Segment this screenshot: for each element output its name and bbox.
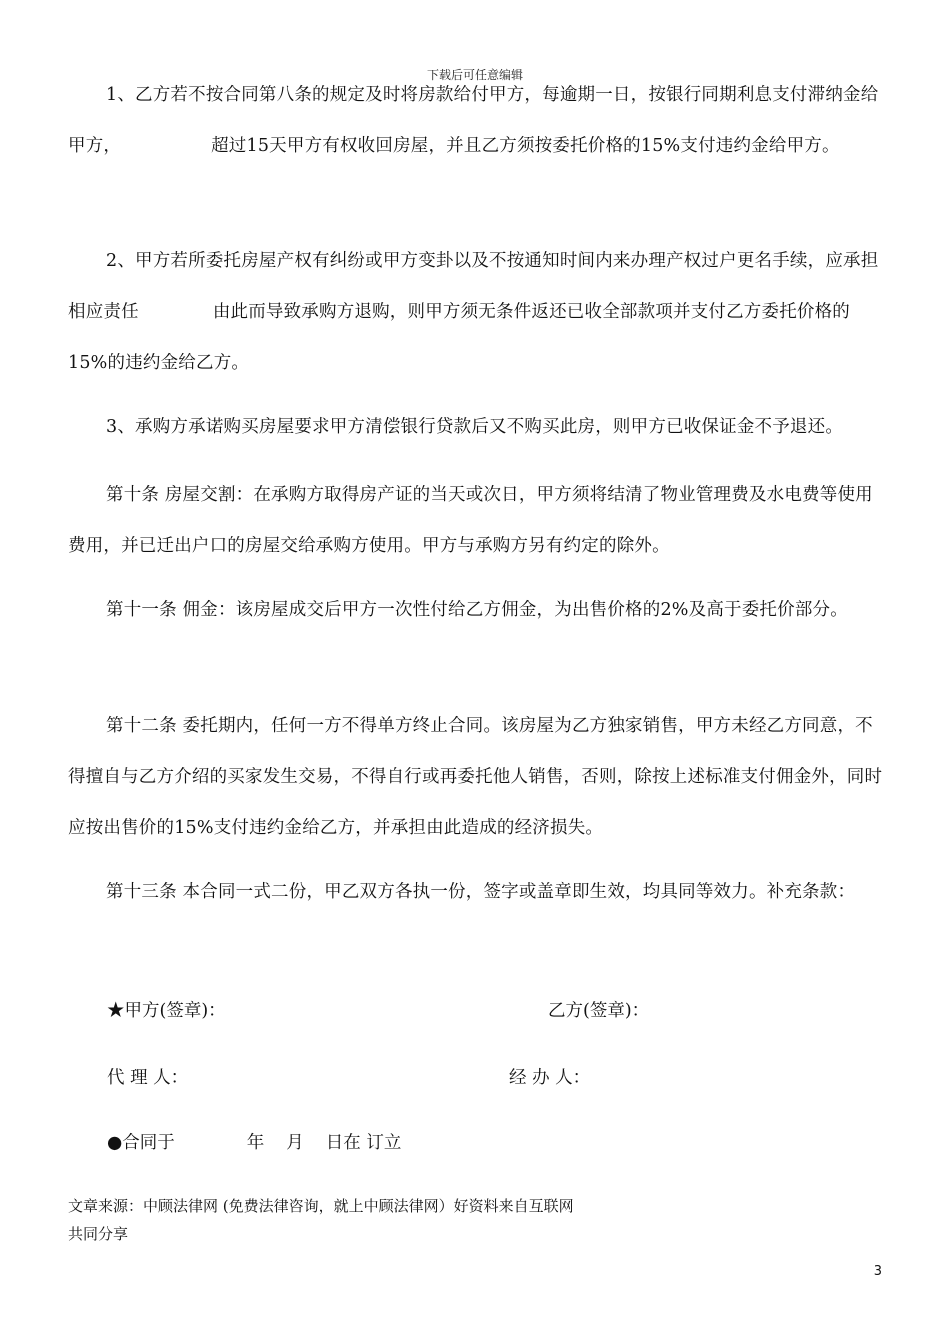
date-prefix: ●合同于 <box>107 1133 175 1153</box>
article-12: 第十二条 委托期内，任何一方不得单方终止合同。该房屋为乙方独家销售，甲方未经乙方同意，不得擅自与乙方介绍的买家发生交易，不得自行或再委托他人销售，否则，除按上述标准支付佣金外，同时应按出售价的15%支付违约金给乙方，并承担由此造成的经济损失。 <box>68 716 883 838</box>
clause-2-part-a: 2、甲方若所委托房屋产权有纠纷或甲方变卦以及不按通知时间内来办理产权过户更名手续，应承担相应责任 <box>68 251 879 322</box>
contract-date-line <box>107 1129 401 1154</box>
clause-2-part-b: 由此而导致承购方退购，则甲方须无条件返还已收全部款项并支付乙方委托价格的15%的违约金给乙方。 <box>68 302 851 373</box>
party-b-signature: 乙方(签章)： <box>548 1001 650 1021</box>
date-year: 年 <box>246 1133 265 1153</box>
source-line-2: 共同分享 <box>68 1225 129 1243</box>
date-day: 日在 订立 <box>325 1133 402 1153</box>
page-number: 3 <box>873 1264 882 1279</box>
agent-label: 代 理 人： <box>107 1068 189 1088</box>
clause-1-part-a: 1、乙方若不按合同第八条的规定及时将房款给付甲方，每逾期一日，按银行同期利息支付滞纳金给甲方， <box>68 85 879 156</box>
article-10: 第十条 房屋交割：在承购方取得房产证的当天或次日，甲方须将结清了物业管理费及水电费等使用费用，并已迁出户口的房屋交给承购方使用。甲方与承购方另有约定的除外。 <box>68 485 873 556</box>
article-13: 第十三条 本合同一式二份，甲乙双方各执一份，签字或盖章即生效，均具同等效力。补充条款： <box>106 882 856 902</box>
page-header: 下载后可任意编辑 <box>426 68 523 82</box>
source-line-1: 文章来源：中顾法律网 (免费法律咨询，就上中顾法律网）好资料来自互联网 <box>68 1197 574 1215</box>
handler-label: 经 办 人： <box>509 1068 591 1088</box>
date-month: 月 <box>286 1133 304 1153</box>
clause-2 <box>68 236 888 389</box>
party-a-signature: ★甲方(签章)： <box>107 1001 226 1021</box>
article-source <box>68 1192 668 1248</box>
clause-3: 3、承购方承诺购买房屋要求甲方清偿银行贷款后又不购买此房，则甲方已收保证金不予退还。 <box>106 417 844 437</box>
article-11: 第十一条 佣金：该房屋成交后甲方一次性付给乙方佣金，为出售价格的2%及高于委托价部分。 <box>106 600 848 620</box>
clause-1 <box>68 70 888 172</box>
clause-1-part-b: 超过15天甲方有权收回房屋，并且乙方须按委托价格的15%支付违约金给甲方。 <box>211 136 840 156</box>
